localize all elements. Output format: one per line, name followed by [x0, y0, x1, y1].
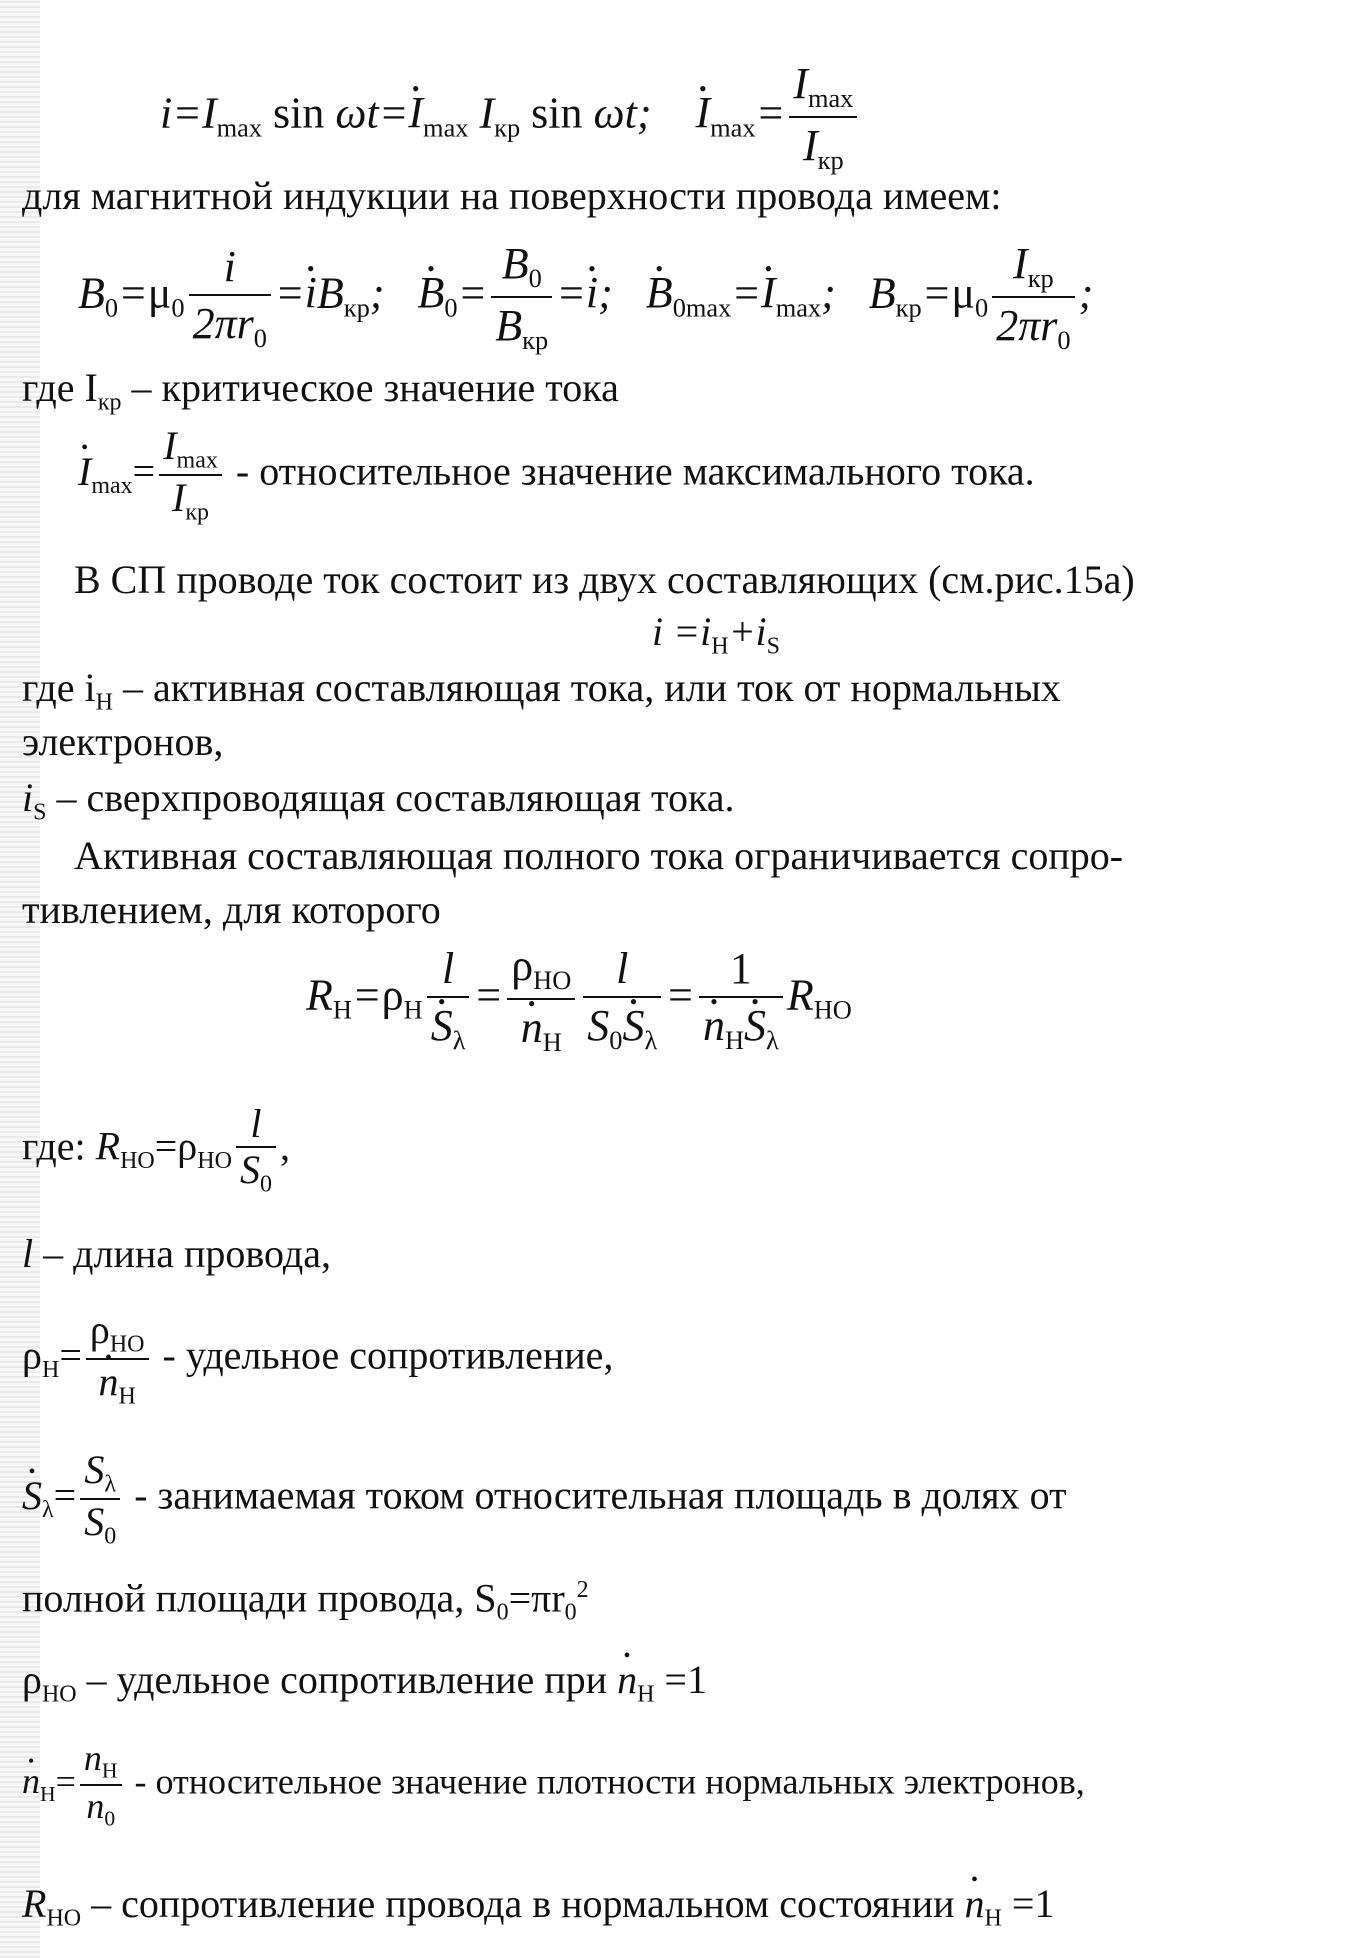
denominator-I: I [802, 121, 818, 171]
superscript-2: 2 [576, 1577, 589, 1603]
subscript-H: Н [403, 994, 423, 1025]
subscript-lambda: λ [104, 1471, 117, 1498]
subscript-kp: кр [343, 292, 370, 323]
subscript-H: Н [542, 1027, 562, 1058]
comma: , [279, 1123, 290, 1169]
subscript-lambda: λ [766, 1024, 779, 1055]
symbol-rho: ρ [22, 1332, 42, 1378]
subscript-kp: кр [494, 112, 521, 143]
fraction-l-over-S [427, 943, 470, 1056]
formula-current-sum [652, 609, 781, 660]
text-critical-value: – критическое значение тока [121, 365, 619, 410]
subscript-H: Н [95, 689, 113, 716]
equals: = [755, 88, 786, 138]
text-eq-1: =1 [1001, 1881, 1055, 1926]
subscript-kp: кр [817, 145, 844, 176]
formula-R-H0 [22, 1101, 290, 1198]
fraction-Imax-over-Ikp [789, 58, 857, 176]
text-where-i: где i [22, 665, 96, 710]
symbol-i: i [160, 88, 173, 138]
text-relative-value: - относительное значение максимального тока. [225, 448, 1035, 494]
text-where-I: где I [22, 365, 98, 410]
symbol-I: I [479, 88, 495, 138]
symbol-R: R [95, 1123, 121, 1169]
symbol-B: B [868, 268, 896, 318]
subscript-kp: кр [1027, 263, 1054, 294]
text-electron-density: - относительное значение плотности нормальных электронов, [125, 1761, 1085, 1802]
subscript-H: Н [724, 1024, 745, 1055]
subscript-H: Н [637, 1681, 655, 1708]
text-relative-area: - занимаемая током относительная площадь в долях от [124, 1472, 1067, 1518]
subscript-kp: кр [895, 292, 922, 323]
fraction-B0-over-Bkp [491, 238, 552, 356]
subscript-0: 0 [104, 292, 119, 323]
semicolon: ; [636, 88, 652, 138]
symbol-n-dot: • n [22, 1761, 40, 1801]
subscript-H0: НО [46, 1905, 82, 1932]
text-eq-1: =1 [654, 1657, 707, 1702]
equals: = [378, 88, 409, 138]
denominator-S: S [84, 1499, 105, 1545]
denominator-n-dot: • n [521, 1003, 543, 1052]
symbol-l: l [22, 1231, 34, 1276]
subscript-H0: НО [813, 994, 852, 1025]
subscript-0: 0 [1057, 325, 1071, 356]
subscript-0: 0 [253, 322, 267, 353]
symbol-R: R [306, 970, 333, 1020]
subscript-0: 0 [496, 1599, 509, 1626]
subscript-0: 0 [104, 1806, 116, 1831]
denominator-S-dot: • S [744, 1001, 766, 1050]
denominator-n: n [86, 1786, 105, 1827]
subscript-max: max [423, 112, 469, 143]
fraction-l-over-S0Slambda: $\frac{l}{S_0• S_\lambda}$ [583, 943, 661, 1056]
formula-resistance: $R_Н=\rho_Н$ l • $S_\lambda$ = $\rho_{НО}$ • $n_Н$ $\frac{l}{S_0• S_\lambda}$ = 1 • $n_Н•$ $S_\lambda$ $R_{НО}$ [306, 940, 852, 1058]
numerator-I: I [793, 59, 808, 108]
numerator-l: l [583, 943, 661, 998]
symbol-R: R [22, 1881, 47, 1926]
subscript-H0: НО [120, 1147, 155, 1174]
omega-t: ωt [593, 88, 637, 138]
fraction-i-over-2pir0 [189, 241, 271, 354]
subscript-lambda: λ [42, 1496, 54, 1523]
subscript-H: Н [101, 1758, 118, 1783]
paragraph-full-area [22, 1575, 589, 1626]
numerator-n: n [83, 1738, 102, 1778]
text-resistivity: - удельное сопротивление, [152, 1332, 614, 1378]
text-eq-rho: =ρ [154, 1123, 198, 1169]
fraction-nH-over-n0 [80, 1740, 122, 1830]
text-active-component: – активная составляющая тока, или ток от нормальных [112, 665, 1061, 710]
fraction-Imax-over-Ikp [159, 423, 222, 526]
symbol-mu: μ [147, 268, 172, 318]
paragraph-active-component [22, 665, 1350, 716]
subscript-H0: НО [197, 1147, 232, 1174]
subscript-0: 0 [104, 1523, 117, 1550]
paragraph-limited-resistance: Активная составляющая полного тока ограничивается сопро- [74, 833, 1124, 878]
numerator-l: l [236, 1104, 276, 1148]
paragraph-resistance-which: тивлением, для которого [22, 887, 441, 932]
paragraph-critical-current [22, 365, 619, 416]
fraction-Slambda-over-S0 [80, 1447, 120, 1550]
symbol-n-dot: • n [965, 1881, 985, 1926]
subscript-max: max [176, 447, 218, 474]
paragraph-wire-length [22, 1231, 331, 1276]
subscript-H0: НО [109, 1331, 145, 1358]
symbol-I-dot: • I [695, 88, 710, 137]
subscript-H0: НО [533, 965, 572, 996]
fraction-1-over-nSlambda [699, 943, 783, 1056]
subscript-H: Н [40, 1781, 56, 1806]
symbol-rho: ρ [381, 970, 404, 1020]
denominator-S-dot: • S [622, 1001, 644, 1050]
subscript-0: 0 [259, 1171, 272, 1198]
sin-label: sin [273, 88, 325, 138]
subscript-H: Н [711, 633, 729, 660]
subscript-lambda: λ [644, 1024, 658, 1055]
paragraph-electron-density: • $n_Н=$ $\frac{n_Н}{n_0}$ - относительное значение плотности нормальных электронов, [22, 1740, 1085, 1830]
subscript-kp: кр [522, 325, 549, 356]
text-normal-state: – сопротивление провода в нормальном состоянии [81, 1881, 965, 1926]
numerator-S: S [84, 1447, 105, 1492]
paragraph-relative-area: • $S_\lambda=$ $\frac{S_\lambda}{S_0}$ - занимаемая током относительная площадь в долях от [22, 1450, 1350, 1549]
symbol-n-dot: • n [617, 1657, 637, 1702]
numerator-rho: ρ [89, 1307, 110, 1352]
paragraph-resistivity: $\rho_Н=$ $\rho_{НО}$ • $n_Н$ - удельное сопротивление, [22, 1310, 613, 1409]
fraction-rho0-over-n [86, 1307, 149, 1410]
symbol-S-dot: • S [22, 1473, 42, 1518]
text-specific-resistance: – удельное сопротивление при [76, 1657, 618, 1702]
symbol-i-dot: • i [586, 268, 598, 317]
text-length: – длина провода, [33, 1231, 331, 1276]
subscript-S: S [33, 799, 47, 826]
numerator-rho: ρ [511, 941, 534, 990]
subscript-max: max [91, 472, 133, 499]
numerator-i: i [189, 241, 271, 296]
symbol-I: I [201, 88, 217, 138]
subscript-0: 0 [444, 292, 458, 323]
subscript-H: Н [332, 994, 352, 1025]
subscript-max: max [775, 292, 822, 323]
subscript-H: Н [984, 1905, 1002, 1932]
numerator-l: l [427, 943, 470, 998]
denominator-B: B [495, 301, 523, 351]
denominator-n-dot: • n [99, 1359, 119, 1404]
paragraph-normal-state-resistance [22, 1881, 1055, 1932]
text-i-eq-i: i =i [652, 609, 712, 654]
numerator-1: 1 [699, 943, 783, 998]
text-plus-i: +i [728, 609, 767, 654]
denominator-n-dot: • n [703, 1001, 725, 1050]
symbol-i: i [22, 775, 34, 820]
subscript-max: max [710, 112, 756, 143]
subscript-0: 0 [564, 1599, 577, 1626]
paragraph-magnetic-induction: для магнитной индукции на поверхности провода имеем: [22, 173, 1002, 218]
denominator-S-dot: • S [431, 1001, 453, 1050]
text-where: где: [22, 1123, 86, 1169]
sin-label: sin [531, 88, 583, 138]
fraction-Ikp-over-2pir0 [992, 238, 1074, 356]
text-eq-pi-r: =πr [508, 1575, 565, 1621]
symbol-i-dot: • i [305, 268, 317, 317]
symbol-mu: μ [951, 268, 975, 318]
formula-current [160, 58, 861, 176]
symbol-I-dot: • I [78, 449, 91, 494]
subscript-H: Н [118, 1383, 136, 1410]
subscript-lambda: λ [452, 1024, 466, 1055]
subscript-kp: кр [97, 389, 122, 416]
denominator-2pir: 2πr [192, 298, 254, 348]
subscript-max: max [807, 83, 854, 114]
symbol-B: B [78, 268, 105, 318]
denominator-2pir: 2πr [996, 301, 1058, 351]
numerator-B: B [501, 239, 529, 288]
numerator-I: I [1013, 239, 1028, 288]
numerator-I: I [163, 423, 177, 468]
subscript-H: Н [41, 1356, 60, 1383]
symbol-rho: ρ [22, 1657, 42, 1702]
denominator-I: I [172, 475, 186, 521]
symbol-I-dot: • I [408, 88, 423, 137]
symbol-R: R [786, 970, 814, 1020]
subscript-0max: 0max [672, 292, 732, 323]
denominator-S: S [587, 1000, 610, 1050]
paragraph-relative-max-current: • $I_{max}=$ $\frac{I_{max}}{I_{кр}}$ - относительное значение максимального тока. [78, 426, 1035, 525]
text-sc-component: – сверхпроводящая составляющая тока. [46, 775, 735, 820]
fraction-l-over-S0 [236, 1101, 276, 1198]
subscript-0: 0 [975, 292, 989, 323]
symbol-I-dot: • I [761, 268, 776, 317]
subscript-0: 0 [171, 292, 185, 323]
paragraph-specific-resistance [22, 1657, 707, 1708]
denominator-S: S [239, 1147, 260, 1192]
subscript-kp: кр [185, 499, 210, 526]
subscript-0: 0 [528, 263, 542, 294]
omega-t: ωt [335, 88, 379, 138]
paragraph-sp-wire: В СП проводе ток состоит из двух составляющих (см.рис.15а) [74, 557, 1135, 602]
fraction-rho0-over-n [507, 940, 575, 1058]
paragraph-superconducting-component [22, 775, 735, 826]
subscript-max: max [216, 112, 263, 143]
paragraph-electrons: электронов, [22, 719, 224, 764]
subscript-H0: НО [41, 1681, 77, 1708]
symbol-B-dot: • B [646, 268, 673, 317]
subscript-S: S [766, 633, 781, 660]
text-full-area: полной площади провода, S [22, 1575, 497, 1621]
symbol-B: B [316, 268, 344, 318]
symbol-B-dot: • B [417, 268, 444, 317]
equals: = [172, 88, 202, 138]
formula-induction: $B_0=\mu_0$ $\frac{i}{2\pi r_0}$ =• $iB_{кр}$; • $B_0=$ $\frac{B_0}{B_{кр}}$ =• i; • $B_{0max}=•$ $I_{max}$; $B_{кр}=\mu_0$ $\frac{I_{кр}}{2\pi r_0}$ ; [78, 238, 1093, 356]
